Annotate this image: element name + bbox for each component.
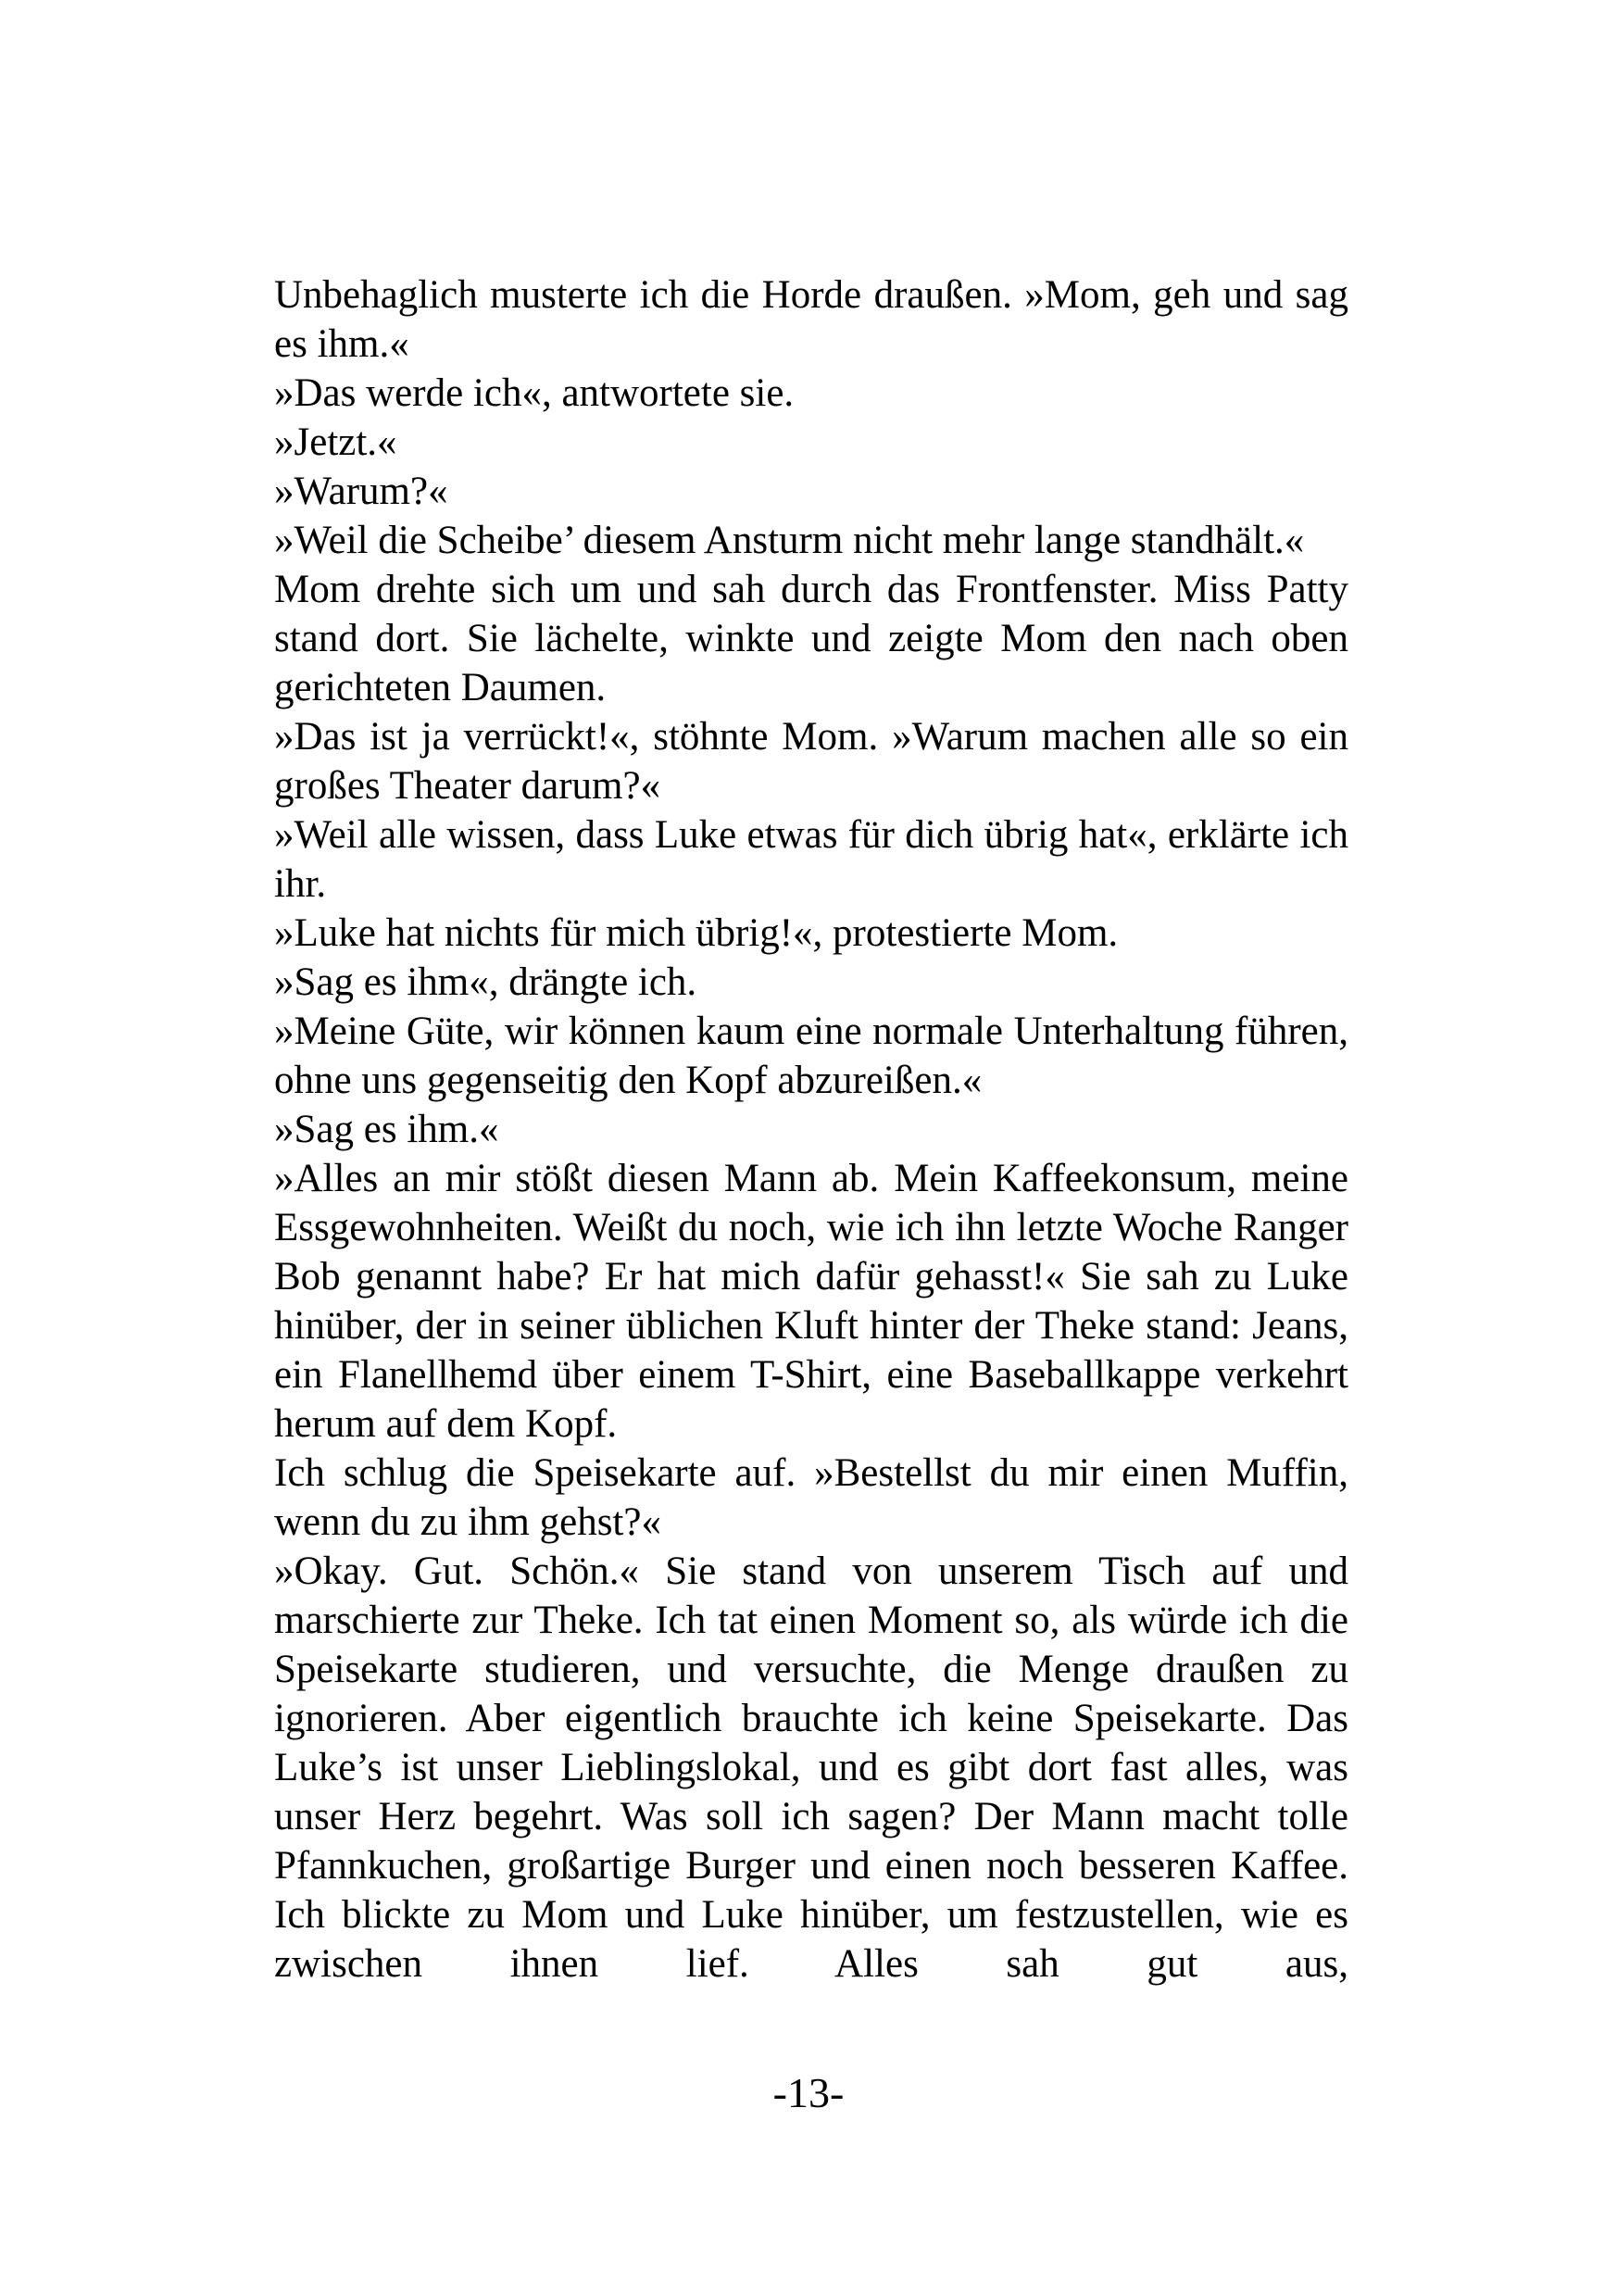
- paragraph: »Weil die Scheibe’ diesem Ansturm nicht mehr lange standhält.«: [274, 519, 1305, 562]
- paragraph: »Jetzt.«: [274, 420, 397, 464]
- paragraph: »Alles an mir stößt diesen Mann ab. Mein Kaffeekonsum, meine Essgewohnheiten. Weißt du noch, wie ich ihn letzte Woche Ranger Bob genannt habe? Er hat mich dafür gehasst!« Sie sah zu Luke hinüber, der in seiner üblichen Kluft hinter der Theke stand: Jeans, ein Flanellhemd über einem T-Shirt, eine Baseballkappe verkehrt herum auf dem Kopf.: [274, 1157, 1348, 1446]
- paragraph: »Das werde ich«, antwortete sie.: [274, 371, 795, 415]
- paragraph: »Das ist ja verrückt!«, stöhnte Mom. »Warum machen alle so ein großes Theater darum?«: [274, 715, 1348, 808]
- paragraph: »Okay. Gut. Schön.« Sie stand von unserem Tisch auf und marschierte zur Theke. Ich tat einen Moment so, als würde ich die Speisekarte studieren, und versuchte, die Menge draußen zu ignorieren. Aber eigentlich brauchte ich keine Speisekarte. Das Luke’s ist unser Lieblingslokal, und es gibt dort fast alles, was unser Herz begehrt. Was soll ich sagen? Der Mann macht tolle Pfannkuchen, großartige Burger und einen noch besseren Kaffee. Ich blickte zu Mom und Luke hinüber, um festzustellen, wie es zwischen ihnen lief. Alles sah gut aus,: [274, 1549, 1348, 1986]
- paragraph: »Sag es ihm.«: [274, 1108, 499, 1151]
- body-text: [274, 270, 1348, 1989]
- paragraph: »Warum?«: [274, 470, 448, 513]
- paragraph: »Meine Güte, wir können kaum eine normale Unterhaltung führen, ohne uns gegenseitig den Kopf abzureißen.«: [274, 1010, 1348, 1102]
- paragraph: »Luke hat nichts für mich übrig!«, protestierte Mom.: [274, 911, 1119, 955]
- paragraph: Unbehaglich musterte ich die Horde draußen. »Mom, geh und sag es ihm.«: [274, 273, 1348, 366]
- paragraph: Mom drehte sich um und sah durch das Frontfenster. Miss Patty stand dort. Sie lächelte, winkte und zeigte Mom den nach oben gerichteten Daumen.: [274, 568, 1348, 709]
- page-number: -13-: [772, 2069, 845, 2116]
- paragraph: »Weil alle wissen, dass Luke etwas für dich übrig hat«, erklärte ich ihr.: [274, 813, 1348, 906]
- paragraph: Ich schlug die Speisekarte auf. »Bestellst du mir einen Muffin, wenn du zu ihm gehst?«: [274, 1451, 1348, 1544]
- paragraph: »Sag es ihm«, drängte ich.: [274, 960, 697, 1004]
